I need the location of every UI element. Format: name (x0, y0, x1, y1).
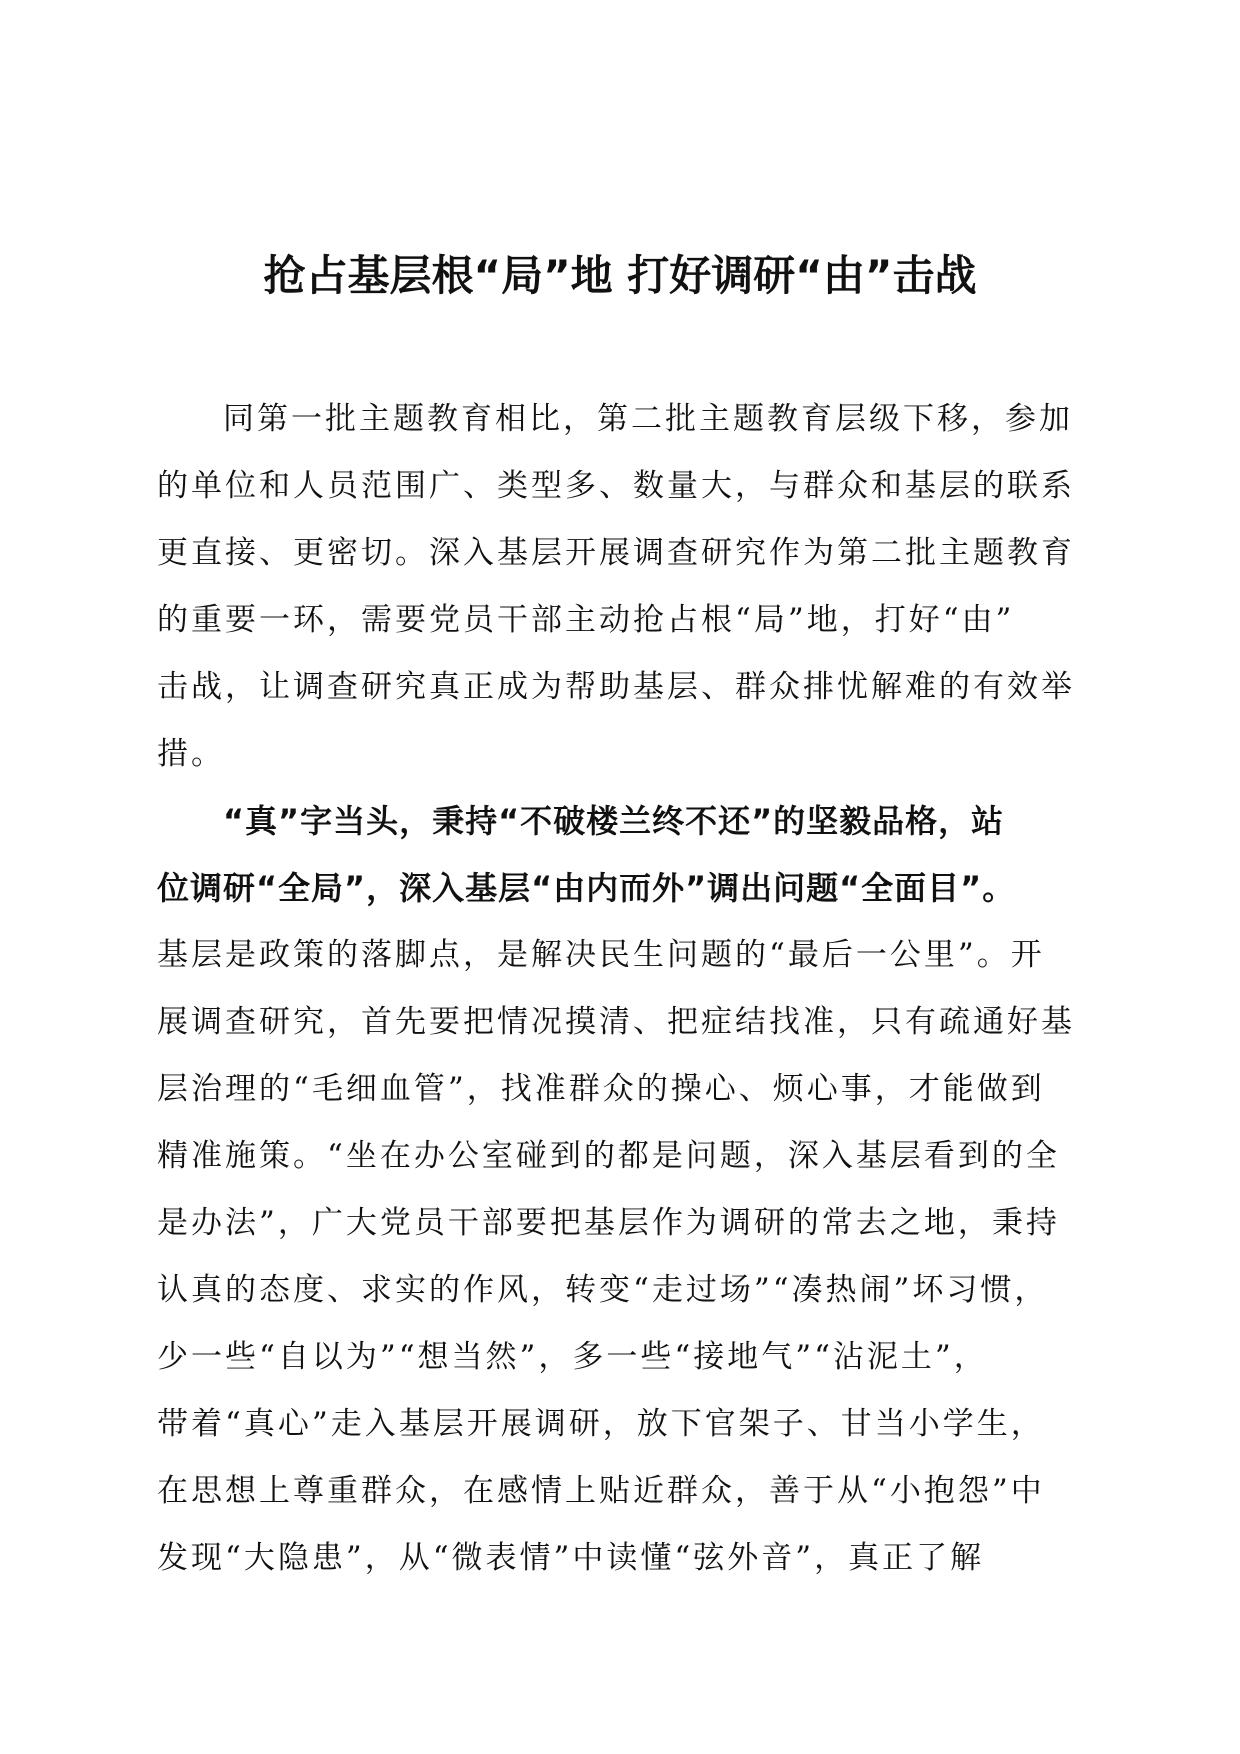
paragraph-2-line: 认真的态度、求实的作风，转变“走过场”“凑热闹”坏习惯， (157, 1272, 1049, 1308)
paragraph-2-line: 展调查研究，首先要把情况摸清、把症结找准，只有疏通好基 (157, 1004, 1075, 1040)
paragraph-2-line: 发现“大隐患”，从“微表情”中读懂“弦外音”，真正了解 (157, 1540, 985, 1576)
paragraph-2-line: 层治理的“毛细血管”，找准群众的操心、烦心事，才能做到 (157, 1071, 1045, 1107)
paragraph-2-line: 基层是政策的落脚点，是解决民生问题的“最后一公里”。开 (157, 937, 1045, 973)
paragraph-1-line: 的单位和人员范围广、类型多、数量大，与群众和基层的联系 (157, 468, 1075, 504)
paragraph-1-line: 措。 (157, 736, 225, 772)
paragraph-2-heading-line: 位调研“全局”，深入基层“由内而外”调出问题“全面目”。 (157, 869, 1016, 907)
paragraph-2-line: 少一些“自以为”“想当然”，多一些“接地气”“沾泥土”， (157, 1339, 988, 1375)
paragraph-1-line: 的重要一环，需要党员干部主动抢占根“局”地，打好“由” (157, 602, 1015, 638)
paragraph-2-heading-line: “真”字当头，秉持“不破楼兰终不还”的坚毅品格，站 (223, 802, 1005, 840)
paragraph-1-line: 击战，让调查研究真正成为帮助基层、群众排忧解难的有效举 (157, 669, 1075, 705)
paragraph-2-line: 在思想上尊重群众，在感情上贴近群众，善于从“小抱怨”中 (157, 1473, 1045, 1509)
document-body (157, 386, 1087, 1592)
paragraph-2-line: 精准施策。“坐在办公室碰到的都是问题，深入基层看到的全 (157, 1138, 1060, 1174)
paragraph-2-line: 是办法”，广大党员干部要把基层作为调研的常去之地，秉持 (157, 1205, 1060, 1241)
paragraph-1-line: 更直接、更密切。深入基层开展调查研究作为第二批主题教育 (157, 535, 1075, 571)
paragraph-1-line: 同第一批主题教育相比，第二批主题教育层级下移，参加 (223, 401, 1073, 437)
document-title: 抢占基层根“局”地 打好调研“由”击战 (263, 251, 977, 300)
paragraph-2-line: 带着“真心”走入基层开展调研，放下官架子、甘当小学生， (157, 1406, 1045, 1442)
